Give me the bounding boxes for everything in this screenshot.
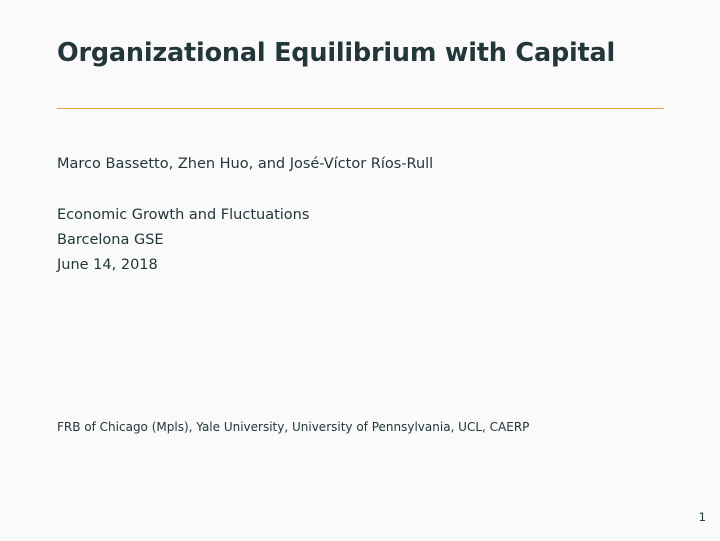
page-number: 1 (698, 510, 706, 524)
authors: Marco Bassetto, Zhen Huo, and José-Víctor Ríos-Rull (57, 156, 434, 172)
title-separator-rule (57, 108, 664, 109)
event-name: Economic Growth and Fluctuations (57, 207, 310, 223)
presentation-date: June 14, 2018 (57, 257, 158, 273)
slide-title: Organizational Equilibrium with Capital (57, 38, 616, 68)
venue: Barcelona GSE (57, 232, 164, 248)
institutions: FRB of Chicago (Mpls), Yale University, University of Pennsylvania, UCL, CAERP (57, 420, 530, 434)
